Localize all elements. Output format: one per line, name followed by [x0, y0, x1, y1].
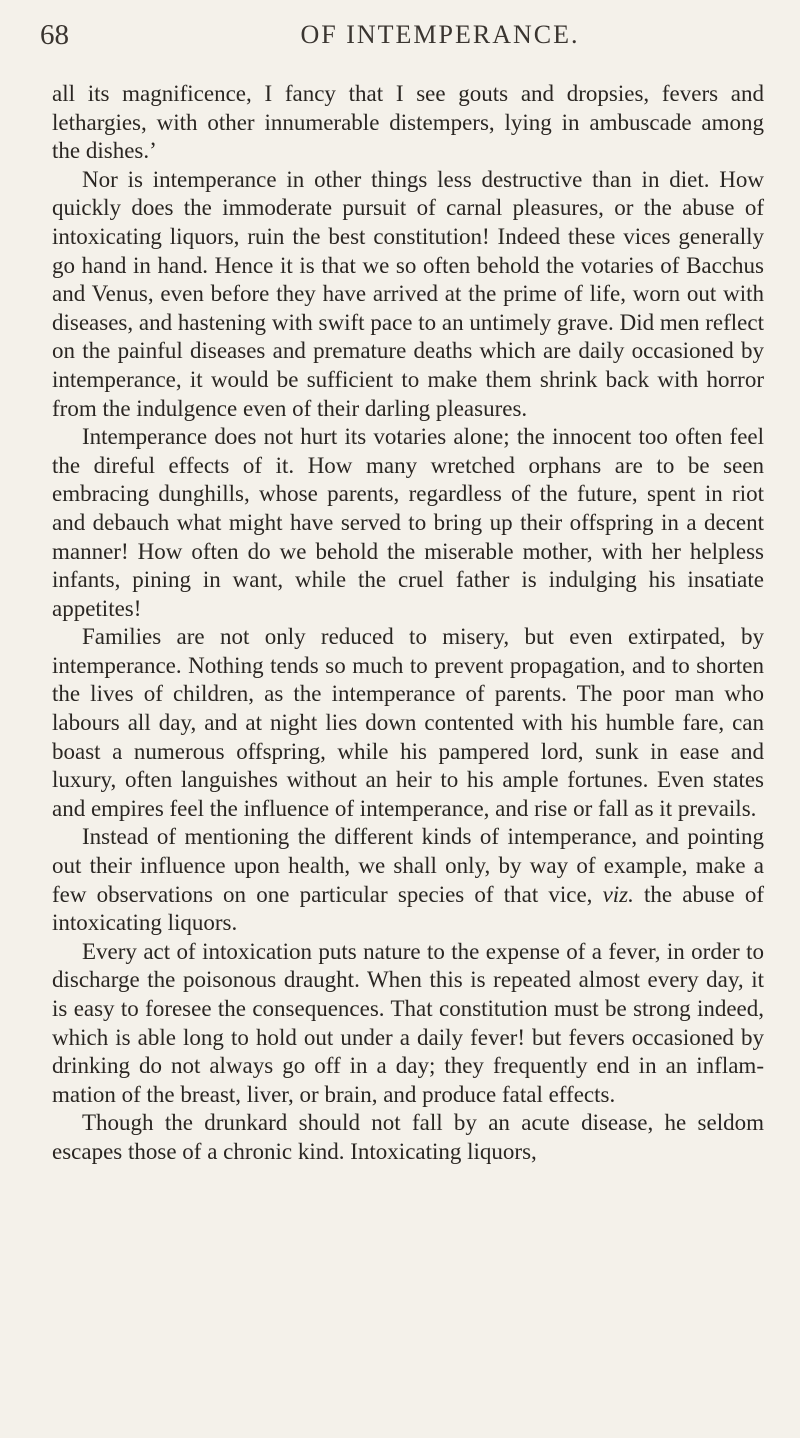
italic-abbreviation: viz.: [602, 881, 634, 907]
paragraph: all its magnificence, I fancy that I see gouts and dropsies, fevers and lethargies, with other innumerable distempers, lying in ambuscade among the dishes.’: [52, 81, 764, 164]
page-header: [0, 10, 800, 60]
paragraph: Every act of intoxication puts nature to the expense of a fever, in order to discharge the poisonous draught. When this is repeated almost every day, it is easy to foresee the consequences. That constitution must be strong indeed, which is able long to hold out under a daily fever! but fevers occasioned by drinking do not always go off in a day; they frequently end in an inflammation of the breast, liver, or brain, and produce fatal effects.: [52, 938, 764, 1107]
paragraph: Though the drunkard should not fall by an acute disease, he seldom escapes those of a chronic kind. Intoxicating liquors,: [52, 1110, 764, 1164]
running-head: OF INTEMPERANCE.: [300, 20, 580, 49]
body-text: [52, 80, 764, 1167]
paragraph: [52, 823, 764, 937]
paragraph-text: Instead of mentioning the different kinds of intemperance, and pointing out their influence upon health, we shall only, by way of example, make a few observations on one particular species of that vice,: [52, 824, 764, 907]
paragraph: Intemperance does not hurt its votaries alone; the innocent too often feel the direful effects of it. How many wretched orphans are to be seen embracing dunghills, whose parents, regardless of the future, spent in riot and debauch what might have served to bring up their offspring in a decent manner! How often do we behold the miserable mother, with her helpless infants, pining in want, while the cruel father is indulging his insatiate appetites!: [52, 424, 764, 621]
paragraph: Nor is intemperance in other things less destructive than in diet. How quickly does the immoderate pursuit of carnal pleasures, or the abuse of intoxicating liquors, ruin the best constitution! Indeed these vices generally go hand in hand. Hence it is that we so often behold the votaries of Bacchus and Venus, even before they have arrived at the prime of life, worn out with diseases, and hastening with swift pace to an untimely grave. Did men reflect on the painful diseases and premature deaths which are daily occasioned by intemperance, it would be sufficient to make them shrink back with horror from the indulgence even of their darling pleasures.: [52, 166, 764, 421]
paragraph: Families are not only reduced to misery, but even extirpated, by intemperance. Nothing tends so much to prevent propagation, and to shorten the lives of children, as the intemperance of parents. The poor man who labours all day, and at night lies down contented with his humble fare, can boast a numerous offspring, while his pampered lord, sunk in ease and luxury, often languishes without an heir to his ample fortunes. Even states and empires feel the influence of intemperance, and rise or fall as it prevails.: [52, 624, 764, 821]
page-number: 68: [40, 19, 69, 51]
paragraph-text: the abuse of intoxicating liquors.: [52, 881, 764, 936]
